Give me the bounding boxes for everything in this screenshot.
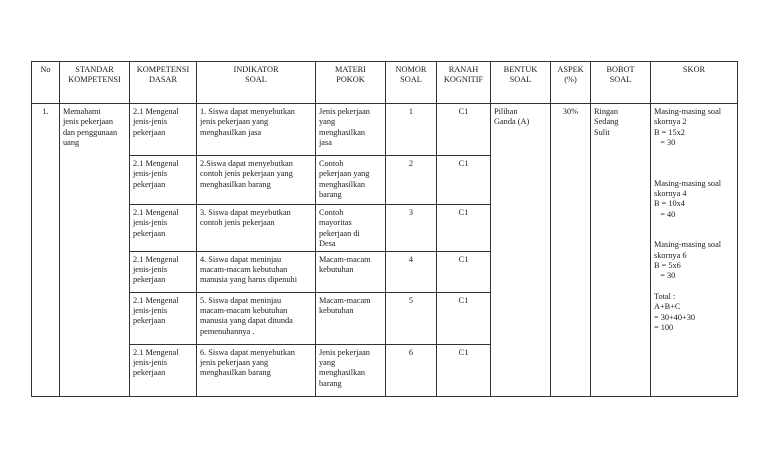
header-kompetensi-dasar: KOMPETENSI DASAR (130, 62, 197, 104)
cell-kompetensi-dasar: 2.1 Mengenal jenis-jenis pekerjaan (130, 205, 197, 252)
cell-indikator: 1. Siswa dapat menyebutkan jenis pekerjaan yang menghasilkan jasa (197, 104, 316, 156)
skor-b-line: Masing-masing soal (654, 178, 722, 188)
cell-skor (651, 104, 738, 397)
cell-kompetensi-dasar: 2.1 Mengenal jenis-jenis pekerjaan (130, 251, 197, 292)
skor-total-line: A+B+C (654, 302, 681, 312)
cell-nomor: 5 (386, 292, 437, 344)
header-materi-pokok: MATERI POKOK (316, 62, 386, 104)
cell-ranah: C1 (437, 292, 491, 344)
skor-b-line: B = 10x4 (654, 199, 685, 209)
cell-materi: Contoh mayoritas pekerjaan di Desa (316, 205, 386, 252)
cell-ranah: C1 (437, 344, 491, 396)
skor-a-line: = 30 (654, 138, 676, 148)
cell-materi: Macam-macam kebutuhan (316, 292, 386, 344)
cell-aspek: 30% (551, 104, 591, 397)
cell-materi: Jenis pekerjaan yang menghasilkan barang (316, 344, 386, 396)
cell-bobot-soal: Ringan Sedang Sulit (591, 104, 651, 397)
header-skor: SKOR (651, 62, 738, 104)
kisi-kisi-sheet (31, 61, 738, 397)
header-indikator-soal: INDIKATOR SOAL (197, 62, 316, 104)
cell-no: 1. (32, 104, 60, 397)
cell-kompetensi-dasar: 2.1 Mengenal jenis-jenis pekerjaan (130, 156, 197, 205)
skor-c-line: B = 5x6 (654, 261, 681, 271)
cell-kompetensi-dasar: 2.1 Mengenal jenis-jenis pekerjaan (130, 344, 197, 396)
cell-nomor: 2 (386, 156, 437, 205)
header-bentuk-soal: BENTUK SOAL (491, 62, 551, 104)
skor-total-line: = 30+40+30 (654, 312, 696, 322)
cell-ranah: C1 (437, 156, 491, 205)
skor-total-line: Total : (654, 291, 676, 301)
cell-nomor: 6 (386, 344, 437, 396)
skor-a-line: B = 15x2 (654, 127, 685, 137)
header-ranah-kognitif: RANAH KOGNITIF (437, 62, 491, 104)
header-standar-kompetensi: STANDAR KOMPETENSI (60, 62, 130, 104)
cell-indikator: 5. Siswa dapat meninjau macam-macam kebutuhan manusia yang dapat ditunda pemenuhannya . (197, 292, 316, 344)
header-no: No (32, 62, 60, 104)
skor-total-line: = 100 (654, 323, 674, 333)
cell-materi: Jenis pekerjaan yang menghasilkan jasa (316, 104, 386, 156)
skor-a-line: Masing-masing soal (654, 107, 722, 116)
cell-bentuk-soal: Pilihan Ganda (A) (491, 104, 551, 397)
cell-nomor: 1 (386, 104, 437, 156)
cell-indikator: 4. Siswa dapat meninjau macam-macam kebutuhan manusia yang harus dipenuhi (197, 251, 316, 292)
skor-a-line: skornya 2 (654, 117, 687, 127)
cell-nomor: 3 (386, 205, 437, 252)
kisi-kisi-table (31, 61, 738, 397)
header-row (32, 62, 738, 104)
cell-standar-kompetensi: Memahami jenis pekerjaan dan penggunaan uang (60, 104, 130, 397)
cell-materi: Macam-macam kebutuhan (316, 251, 386, 292)
table-row (32, 104, 738, 156)
cell-indikator: 2.Siswa dapat menyebutkan contoh jenis pekerjaan yang menghasilkan barang (197, 156, 316, 205)
skor-b-line: = 40 (654, 209, 676, 219)
header-aspek: ASPEK (%) (551, 62, 591, 104)
header-bobot-soal: BOBOT SOAL (591, 62, 651, 104)
cell-ranah: C1 (437, 205, 491, 252)
cell-kompetensi-dasar: 2.1 Mengenal jenis-jenis pekerjaan (130, 292, 197, 344)
cell-nomor: 4 (386, 251, 437, 292)
skor-c-line: Masing-masing soal (654, 240, 722, 250)
cell-ranah: C1 (437, 104, 491, 156)
cell-ranah: C1 (437, 251, 491, 292)
skor-c-line: skornya 6 (654, 250, 687, 260)
skor-c-line: = 30 (654, 271, 676, 281)
cell-kompetensi-dasar: 2.1 Mengenal jenis-jenis pekerjaan (130, 104, 197, 156)
cell-materi: Contoh pekerjaan yang menghasilkan barang (316, 156, 386, 205)
cell-indikator: 6. Siswa dapat menyebutkan jenis pekerjaan yang menghasilkan barang (197, 344, 316, 396)
header-nomor-soal: NOMOR SOAL (386, 62, 437, 104)
skor-b-line: skornya 4 (654, 189, 687, 199)
cell-indikator: 3. Siswa dapat meyebutkan contoh jenis pekerjaan (197, 205, 316, 252)
